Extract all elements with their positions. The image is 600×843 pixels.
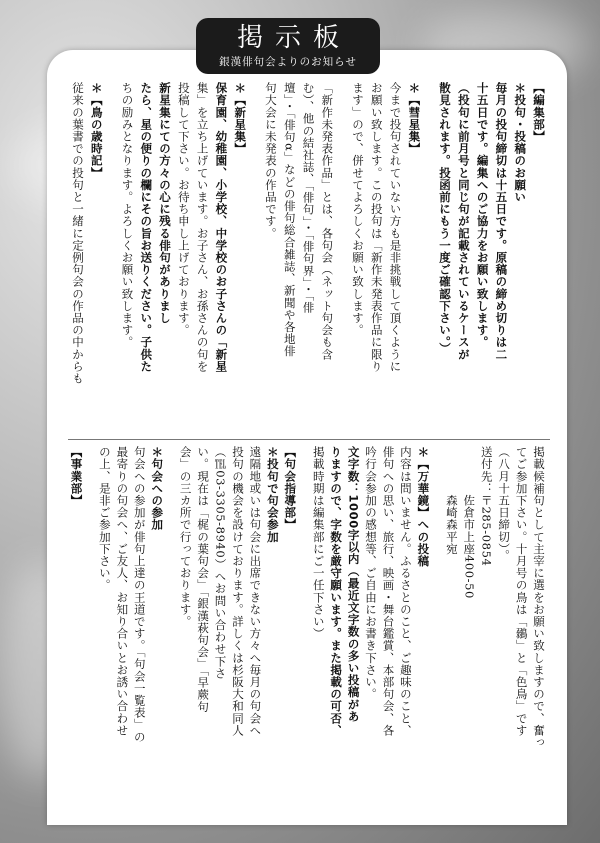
text-line: 吟行会参加の感想等、ご自由にお書き下さい。	[364, 446, 379, 701]
column-gap	[249, 82, 261, 432]
section-heading: ＊【万華鏡】への投稿	[416, 446, 431, 567]
section-heading: 【句会指導部】	[283, 446, 298, 531]
section-heading: 【事業部】	[69, 446, 84, 507]
text-line: （八月十五日締切）。	[497, 446, 512, 562]
text-line: 句会への参加が俳句上達の王道です。「句会一覧表」の	[132, 446, 147, 743]
section-heading: ＊句会への参加	[150, 446, 165, 531]
column-gap	[299, 446, 310, 806]
text-line: 新星集にての方々の心に残る俳句がありまし	[158, 82, 173, 324]
text-line: 壇」・「俳句α」などの俳句総合雑誌、新聞や各地俳	[282, 82, 297, 358]
text-line: 散見されます。投函前にもう一度ご確認下さい。）	[438, 82, 453, 355]
text-line: ます」ので、併せてよろしくお願い致します。	[350, 82, 365, 337]
text-line: 遠隔地或いは句会に出席できない方々へ毎月の句会へ	[248, 446, 263, 737]
text-line: 佐倉市上座400-50	[462, 446, 477, 599]
text-line: い。現在は「梶の葉句会」「銀漢萩句会」「早蕨句	[196, 446, 211, 713]
column-gap	[106, 82, 118, 432]
section-heading: ＊【鳥の歳時記】	[89, 82, 104, 179]
text-line: （投句に前月号と同じ句が記載されているケースが	[456, 82, 471, 361]
text-line: りますので、字数を厳守願います。また掲載の可否、	[329, 446, 344, 737]
text-line: 投句の機会を設けております。詳しくは杉阪大和同人	[230, 446, 245, 737]
page-subtitle: 銀漢俳句会よりのお知らせ	[219, 56, 357, 68]
title-banner	[196, 18, 380, 74]
text-line: 内容は問いません。ふるさとのこと、ご趣味のこと、	[398, 446, 413, 737]
lower-notices	[68, 446, 548, 806]
text-line: てご参加下さい。十月号の鳥は「鶸」と「色鳥」です	[514, 446, 529, 737]
text-line: ちの励みとなります。よろしくお願い致します。	[120, 82, 135, 349]
text-line: ＊投句・投稿のお願い	[513, 82, 528, 203]
text-line: 従来の葉書での投句と一緒に定例句会の作品の中からも	[70, 82, 85, 385]
text-line: 集」を立ち上げています。お子さん、お孫さんの句を	[195, 82, 210, 373]
page-title: 掲示板	[236, 23, 351, 53]
text-line: 文字数：1000字以内（最近文字数の多い投稿があ	[346, 446, 361, 723]
section-heading: ＊【彗星集】	[407, 82, 422, 155]
section-divider	[68, 439, 550, 440]
column-gap	[166, 446, 177, 806]
text-line: 俳句への思い、旅行、映画・舞台鑑賞、本部句会、各	[381, 446, 396, 737]
text-line: 今まで投句されていない方も是非挑戦して頂くように	[388, 82, 403, 373]
text-line: たら、星の便りの欄にその旨お送りください。子供た	[139, 82, 154, 373]
column-gap	[336, 82, 348, 432]
text-line: 句大会に未発表の作品です。	[263, 82, 278, 240]
section-heading: 【編集部】	[532, 82, 546, 143]
upper-notices	[68, 82, 548, 432]
column-gap	[432, 446, 443, 806]
column-gap	[85, 446, 96, 806]
text-line: 掲載候補句として主宰に選をお願い致しますので、奮っ	[532, 446, 546, 749]
section-heading: ＊【新星集】	[233, 82, 248, 155]
text-line: 最寄りの句会へ、ご友人、お知り合いとお誘い合わせ	[115, 446, 130, 737]
text-line: む）、他の結社誌、「俳句」・「俳句界」・「俳	[301, 82, 316, 314]
text-line: 投稿して下さい。お待ち申し上げております。	[176, 82, 191, 337]
text-line: 「新作未発表作品」とは、各句会（ネット句会も含	[320, 82, 335, 361]
text-line: 毎月の投句締切は十五日です。原稿の締め切りは二	[494, 82, 509, 361]
text-line: 森崎森平宛	[444, 446, 459, 555]
text-line: 掲載時期は編集部にご一任下さい）	[311, 446, 326, 640]
text-line: の上、是非ご参加下さい。	[97, 446, 112, 592]
section-heading: ＊投句で句会参加	[265, 446, 280, 543]
text-line: 保育園、幼稚園、小学校、中学校のお子さんの「新星	[214, 82, 229, 373]
text-line: 十五日です。編集へのご協力をお願い致します。	[475, 82, 490, 349]
column-gap	[423, 82, 435, 432]
text-line: （℡03-3305-8940）へお問い合わせ下さ	[213, 446, 228, 680]
text-line: お願い致します。この投句は「新作未発表作品に限り	[369, 82, 384, 373]
text-line: 会」の三カ所で行っております。	[178, 446, 193, 628]
text-line: 送付先：〒285-0854	[479, 446, 494, 567]
